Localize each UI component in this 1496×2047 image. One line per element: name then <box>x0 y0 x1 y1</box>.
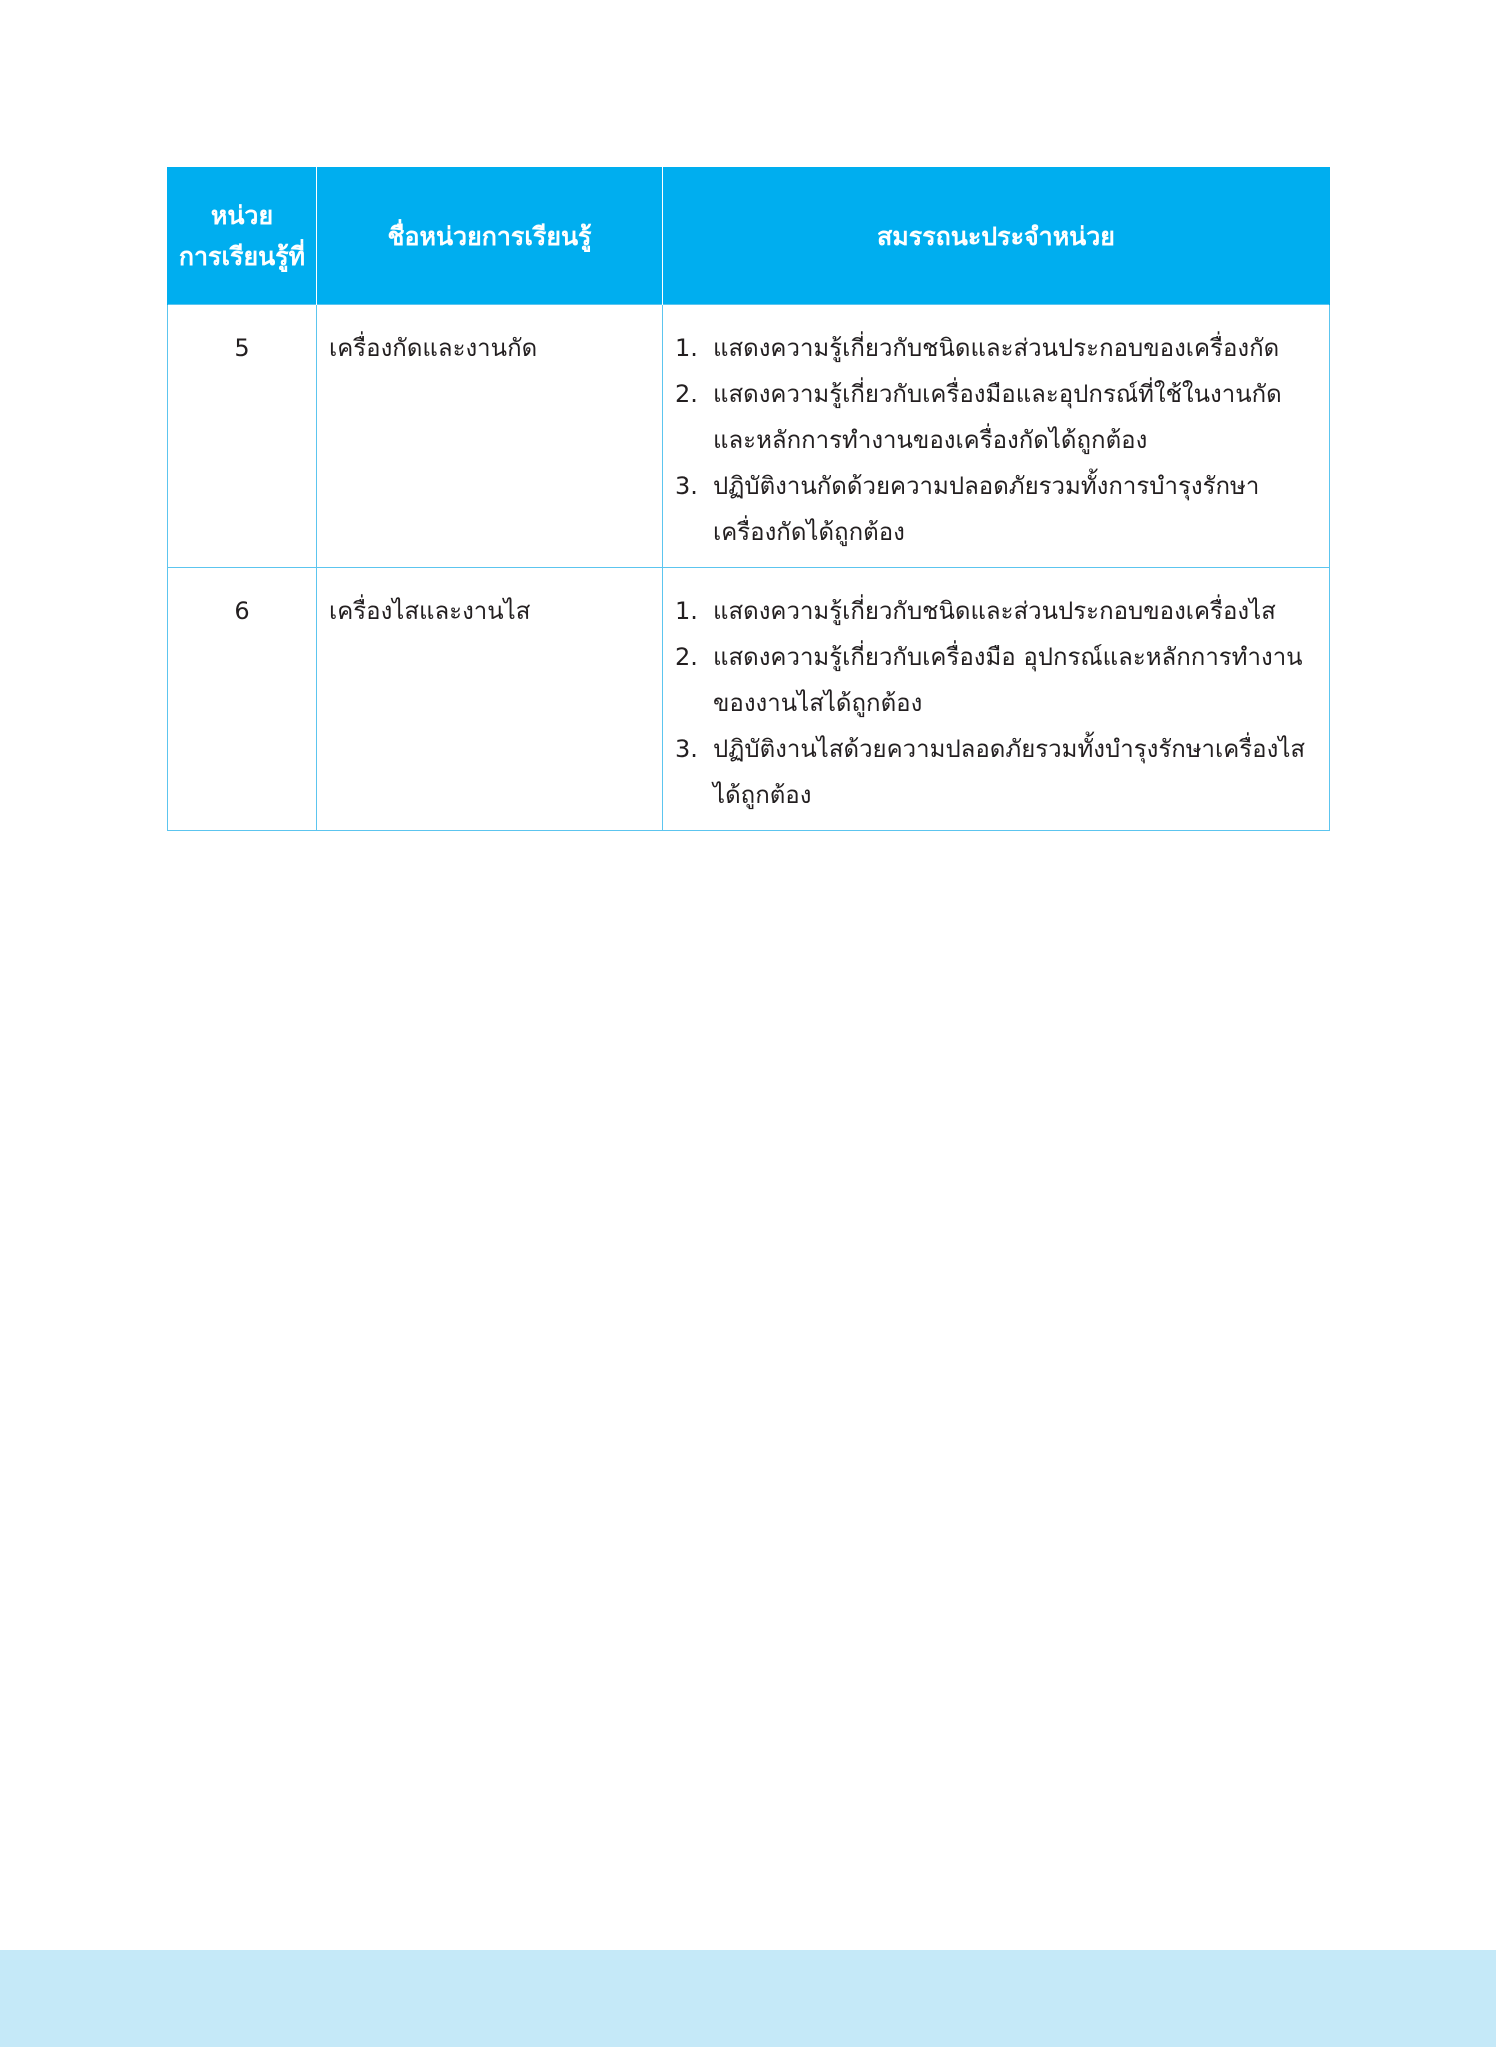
competency-number: 2. <box>675 380 698 408</box>
table-header-row <box>168 168 1330 305</box>
competency-text: ปฏิบัติงานกัดด้วยความปลอดภัยรวมทั้งการบำรุงรักษาเครื่องกัดได้ถูกต้อง <box>713 472 1260 546</box>
unit-name-cell: เครื่องไสและงานไส <box>317 568 663 831</box>
table-row <box>168 568 1330 831</box>
competency-cell <box>663 305 1330 568</box>
header-unit-number <box>168 168 317 305</box>
competency-item <box>675 588 1317 634</box>
competency-number: 1. <box>675 597 698 625</box>
unit-name-cell: เครื่องกัดและงานกัด <box>317 305 663 568</box>
unit-number-cell: 5 <box>168 305 317 568</box>
curriculum-table-container <box>167 167 1329 831</box>
competency-item <box>675 726 1317 818</box>
competency-number: 3. <box>675 472 698 500</box>
competency-text: แสดงความรู้เกี่ยวกับเครื่องมือและอุปกรณ์ที่ใช้ในงานกัด และหลักการทำงานของเครื่องกัดได้ถูกต้อง <box>713 380 1282 454</box>
unit-number-cell: 6 <box>168 568 317 831</box>
table-row <box>168 305 1330 568</box>
competency-number: 3. <box>675 735 698 763</box>
competency-text: แสดงความรู้เกี่ยวกับเครื่องมือ อุปกรณ์และหลักการทำงานของงานไสได้ถูกต้อง <box>713 643 1303 717</box>
competency-cell <box>663 568 1330 831</box>
competency-number: 1. <box>675 334 698 362</box>
header-unit-line2: การเรียนรู้ที่ <box>178 242 306 271</box>
competency-text: ปฏิบัติงานไสด้วยความปลอดภัยรวมทั้งบำรุงรักษาเครื่องไสได้ถูกต้อง <box>713 735 1306 809</box>
competency-list <box>675 325 1317 555</box>
competency-number: 2. <box>675 643 698 671</box>
curriculum-table <box>167 167 1330 831</box>
header-competency: สมรรถนะประจำหน่วย <box>663 168 1330 305</box>
header-unit-line1: หน่วย <box>210 201 274 230</box>
competency-item <box>675 634 1317 726</box>
competency-text: แสดงความรู้เกี่ยวกับชนิดและส่วนประกอบของเครื่องไส <box>713 597 1276 625</box>
competency-item <box>675 463 1317 555</box>
competency-list <box>675 588 1317 818</box>
competency-item <box>675 371 1317 463</box>
competency-item <box>675 325 1317 371</box>
competency-text: แสดงความรู้เกี่ยวกับชนิดและส่วนประกอบของเครื่องกัด <box>713 334 1280 362</box>
footer-color-band <box>0 1950 1496 2047</box>
header-unit-name: ชื่อหน่วยการเรียนรู้ <box>317 168 663 305</box>
